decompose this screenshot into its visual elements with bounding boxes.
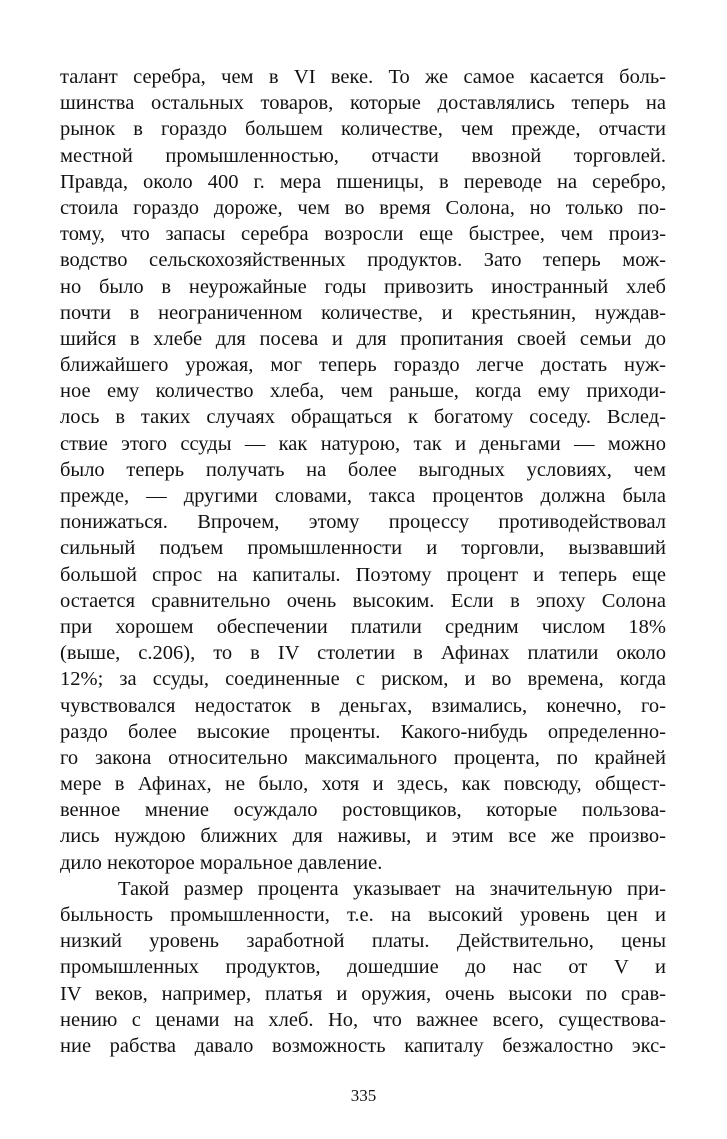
text-line: большой спрос на капиталы. Поэтому процент и теперь еще <box>60 563 666 586</box>
text-line: было теперь получать на более выгодных условиях, чем <box>60 458 666 481</box>
text-line: нению с ценами на хлеб. Но, что важнее всего, существова- <box>60 1008 666 1031</box>
text-line: чувствовался недостаток в деньгах, взимались, конечно, го- <box>60 694 666 717</box>
text-line: 12%; за ссуды, соединенные с риском, и во времена, когда <box>60 668 666 691</box>
text-line: стоила гораздо дороже, чем во время Солона, но только по- <box>60 196 666 219</box>
text-line: остается сравнительно очень высоким. Если в эпоху Солона <box>60 589 666 612</box>
paragraph-1 <box>60 64 666 876</box>
text-line: тому, что запасы серебра возросли еще быстрее, чем произ- <box>60 223 666 246</box>
text-line: шинства остальных товаров, которые доставлялись теперь на <box>60 92 666 115</box>
text-line: го закона относительно максимального процента, по крайней <box>60 746 666 769</box>
text-line: лось в таких случаях обращаться к богатому соседу. Вслед- <box>60 406 666 429</box>
paragraph-2 <box>60 876 666 1059</box>
text-line: но было в неурожайные годы привозить иностранный хлеб <box>60 275 666 298</box>
text-line: рынок в гораздо большем количестве, чем прежде, отчасти <box>60 118 666 141</box>
text-line: промышленных продуктов, дошедшие до нас от V и <box>60 956 666 979</box>
text-line: талант серебра, чем в VI веке. То же самое касается боль- <box>60 66 666 88</box>
text-line: низкий уровень заработной платы. Действительно, цены <box>60 930 666 953</box>
text-line: быльность промышленности, т.е. на высокий уровень цен и <box>60 904 666 926</box>
text-line: (выше, с.206), то в IV столетии в Афинах платили около <box>60 642 666 665</box>
text-line: ние рабства давало возможность капиталу безжалостно экс- <box>60 1034 666 1057</box>
text-line: лись нуждою ближних для наживы, и этим все же произво- <box>60 825 666 848</box>
text-line: прежде, — другими словами, такса процентов должна была <box>60 485 666 507</box>
text-line: IV веков, например, платья и оружия, очень высоки по срав- <box>60 982 666 1005</box>
text-line: шийся в хлебе для посева и для пропитания своей семьи до <box>60 327 666 350</box>
text-line: водство сельскохозяйственных продуктов. Зато теперь мож- <box>60 249 666 272</box>
text-line: мере в Афинах, не было, хотя и здесь, как повсюду, общест- <box>60 773 666 796</box>
text-line: понижаться. Впрочем, этому процессу противодействовал <box>60 511 666 534</box>
text-line: сильный подъем промышленности и торговли, вызвавший <box>60 537 666 560</box>
text-line: раздо более высокие проценты. Какого-нибудь определенно- <box>60 720 666 743</box>
page-number: 335 <box>350 1086 377 1105</box>
text-line: местной промышленностью, отчасти ввозной торговлей. <box>60 144 666 167</box>
text-line: венное мнение осуждало ростовщиков, которые пользова- <box>60 799 666 822</box>
text-line: почти в неограниченном количестве, и крестьянин, нуждав- <box>60 301 666 324</box>
text-line: при хорошем обеспечении платили средним числом 18% <box>60 615 666 638</box>
text-line: ближайшего урожая, мог теперь гораздо легче достать нуж- <box>60 354 666 377</box>
page-body-text <box>60 64 666 1059</box>
text-line: ствие этого ссуды — как натурою, так и деньгами — можно <box>60 432 666 455</box>
text-line: ное ему количество хлеба, чем раньше, когда ему приходи- <box>60 380 666 403</box>
text-line: дило некоторое моральное давление. <box>60 851 383 874</box>
text-line: Такой размер процента указывает на значительную при- <box>118 877 666 900</box>
text-line: Правда, около 400 г. мера пшеницы, в переводе на серебро, <box>60 170 666 193</box>
